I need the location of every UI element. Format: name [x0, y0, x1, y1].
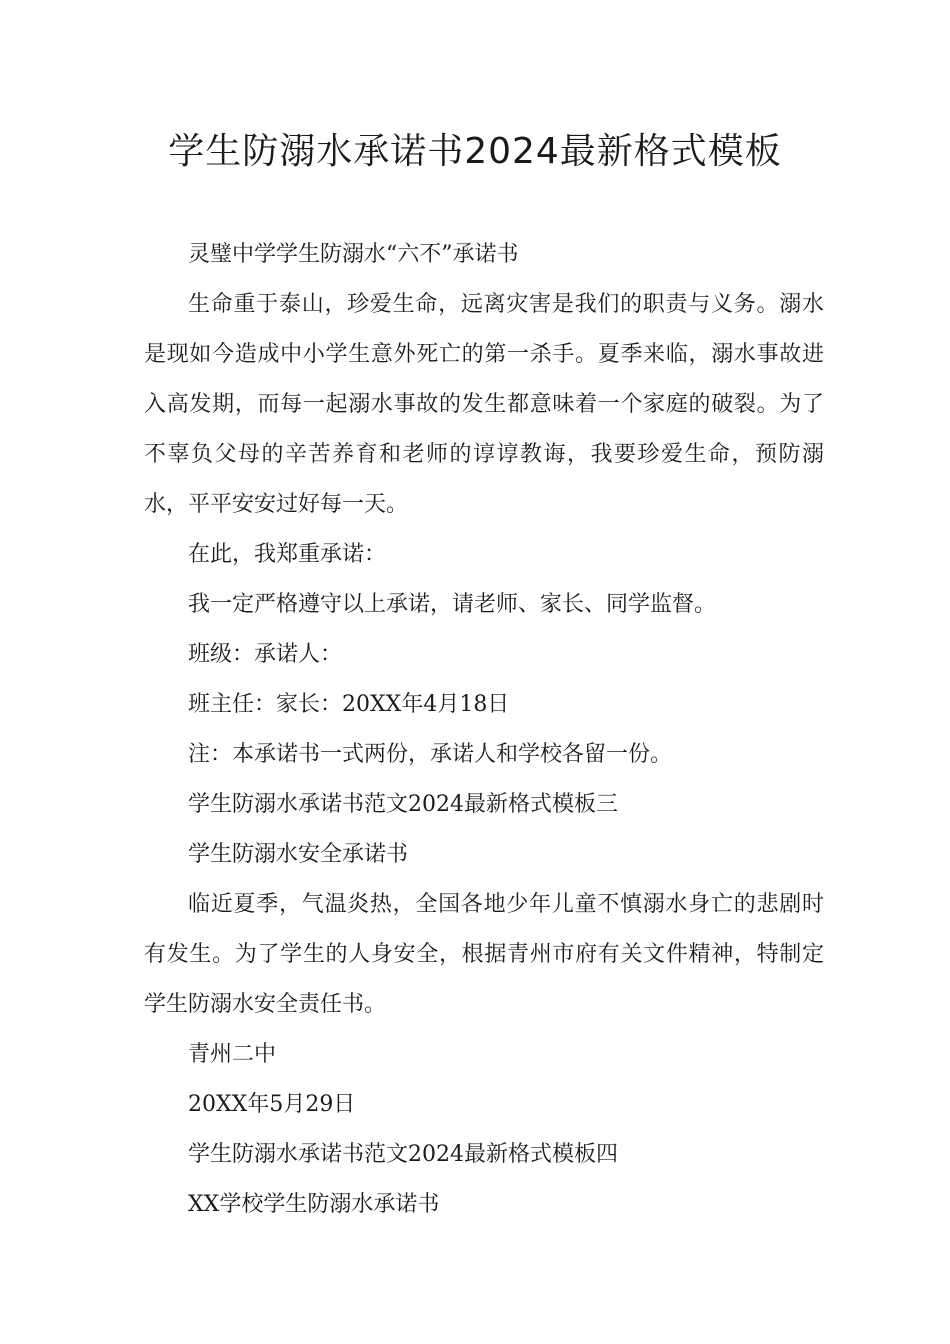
paragraph-date: 20XX年5月29日 [188, 1092, 356, 1117]
paragraph-safety-pledge-heading: 学生防溺水安全承诺书 [188, 842, 409, 867]
paragraph-summer-intro: 临近夏季，气温炎热，全国各地少年儿童不慎溺水身亡的悲剧时有发生。为了学生的人身安全，根据青州市府有关文件精神，特制定学生防溺水安全责任书。 [144, 892, 824, 1017]
paragraph-pledge-heading: 灵璧中学学生防溺水“六不”承诺书 [188, 242, 519, 267]
paragraph-note: 注：本承诺书一式两份，承诺人和学校各留一份。 [188, 742, 673, 767]
paragraph-solemn-pledge: 在此，我郑重承诺： [188, 542, 387, 567]
paragraph-intro: 生命重于泰山，珍爱生命，远离灾害是我们的职责与义务。溺水是现如今造成中小学生意外死亡的第一杀手。夏季来临，溺水事故进入高发期，而每一起溺水事故的发生都意味着一个家庭的破裂。为了不辜负父母的辛苦养育和老师的谆谆教诲，我要珍爱生命，预防溺水，平平安安过好每一天。 [144, 292, 824, 517]
paragraph-xx-school-heading: XX学校学生防溺水承诺书 [188, 1192, 440, 1217]
paragraph-school-name: 青州二中 [188, 1042, 277, 1067]
document-body [144, 230, 824, 1230]
paragraph-supervision: 我一定严格遵守以上承诺，请老师、家长、同学监督。 [188, 592, 717, 617]
paragraph-class-signer: 班级：承诺人： [188, 642, 343, 667]
paragraph-template-four-heading: 学生防溺水承诺书范文2024最新格式模板四 [188, 1142, 618, 1167]
paragraph-template-three-heading: 学生防溺水承诺书范文2024最新格式模板三 [188, 792, 618, 817]
document-title: 学生防溺水承诺书2024最新格式模板 [168, 131, 782, 172]
paragraph-teacher-parent-date: 班主任：家长：20XX年4月18日 [188, 692, 510, 717]
